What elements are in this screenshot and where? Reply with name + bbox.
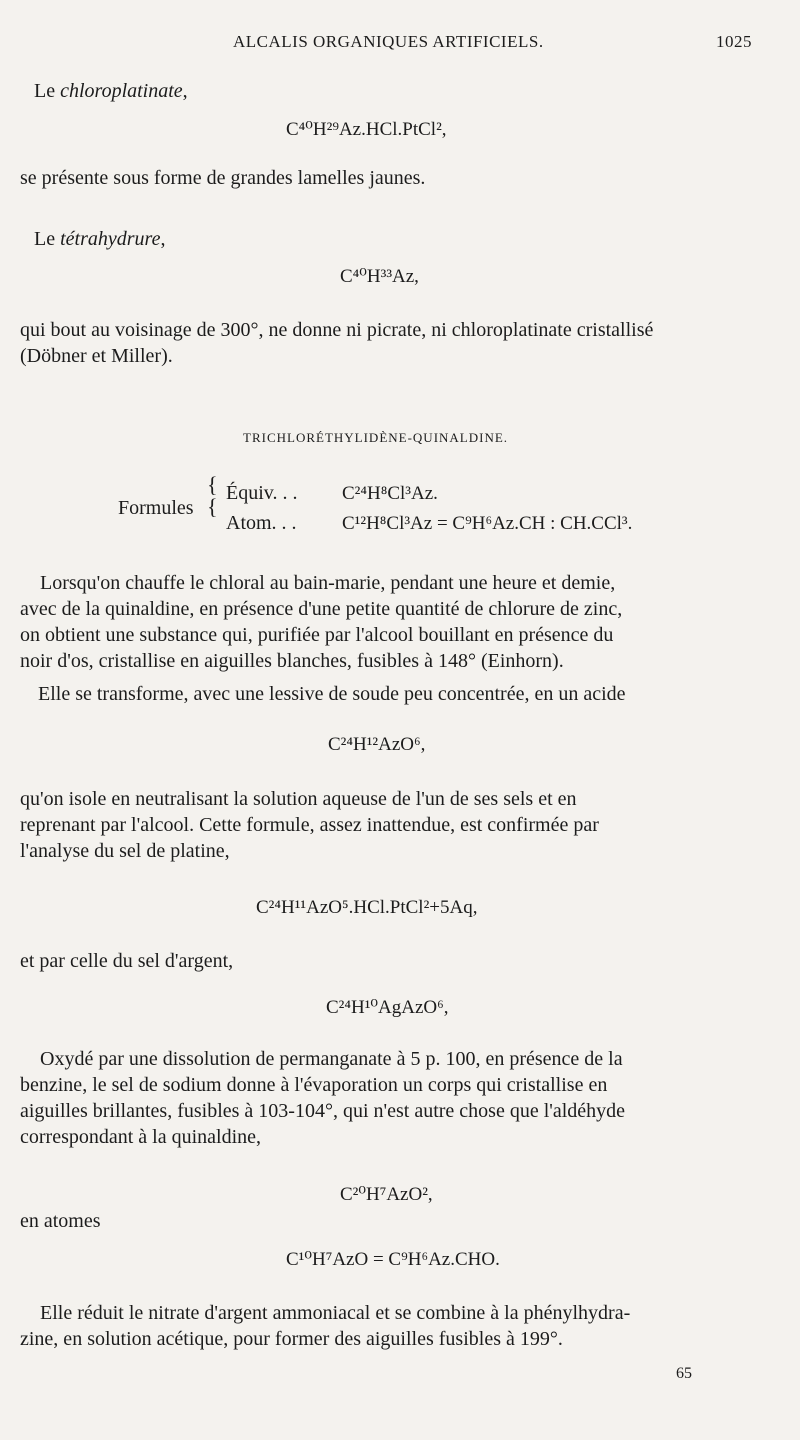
chloroplatinate-term: chloroplatinate [60, 80, 183, 102]
tetrahydrure-formula: C⁴⁰H³³Az, [340, 266, 419, 287]
atoms-line: en atomes [20, 1210, 101, 1232]
aldehyde-formula: C²⁰H⁷AzO², [340, 1184, 433, 1205]
silver-salt-line: et par celle du sel d'argent, [20, 950, 234, 972]
chloroplatinate-formula: C⁴⁰H²⁹Az.HCl.PtCl², [286, 119, 447, 140]
atom-label: Atom. . . [226, 512, 297, 534]
signature-mark: 65 [676, 1365, 692, 1382]
equiv-formula: C²⁴H⁸Cl³Az. [342, 483, 438, 504]
tetrahydrure-heading: Le tétrahydrure, [34, 228, 166, 250]
paragraph-transform: qu'on isole en neutralisant la solution aqueuse de l'un de ses sels et en reprenant par l'alcool. Cette formule, assez inattendue, est confirmée par l'analyse du sel de platine, [20, 788, 599, 862]
silver-salt-formula: C²⁴H¹⁰AgAzO⁶, [326, 997, 449, 1018]
section-title: TRICHLORÉTHYLIDÈNE-QUINALDINE. [243, 430, 509, 445]
formules-brace-lower: { [207, 494, 218, 519]
paragraph-reduction: Elle réduit le nitrate d'argent ammoniacal et se combine à la phénylhydra- zine, en solution acétique, pour former des aiguilles fusibles à 199°. [20, 1302, 631, 1350]
tetrahydrure-paragraph: qui bout au voisinage de 300°, ne donne ni picrate, ni chloroplatinate cristallisé (Döbner et Miller). [20, 319, 654, 367]
platinum-salt-formula: C²⁴H¹¹AzO⁵.HCl.PtCl²+5Aq, [256, 897, 478, 918]
chloroplatinate-description: se présente sous forme de grandes lamelles jaunes. [20, 167, 426, 189]
equiv-label: Équiv. . . [226, 482, 298, 504]
aldehyde-atomic-formula: C¹⁰H⁷AzO = C⁹H⁶Az.CHO. [286, 1249, 500, 1270]
formules-label: Formules [118, 497, 194, 519]
running-title: ALCALIS ORGANIQUES ARTIFICIELS. [233, 32, 544, 51]
formules-brace: { [207, 472, 218, 497]
chloroplatinate-heading: Le chloroplatinate, [34, 80, 188, 102]
acid-formula: C²⁴H¹²AzO⁶, [328, 734, 426, 755]
paragraph-oxidation: Oxydé par une dissolution de permanganate à 5 p. 100, en présence de la benzine, le sel de sodium donne à l'évaporation un corps qui cristallise en aiguilles brillantes, fusibles à 103-104°, qui n'est autre chose que l'aldéhyde correspondant à la quinaldine, [20, 1048, 626, 1148]
atom-formula: C¹²H⁸Cl³Az = C⁹H⁶Az.CH : CH.CCl³. [342, 513, 633, 534]
tetrahydrure-term: tétrahydrure [60, 228, 161, 250]
page-number: 1025 [716, 32, 752, 51]
paragraph-transform-line1: Elle se transforme, avec une lessive de soude peu concentrée, en un acide [38, 683, 626, 705]
paragraph-chloral: Lorsqu'on chauffe le chloral au bain-marie, pendant une heure et demie, avec de la quinaldine, en présence d'une petite quantité de chlorure de zinc, on obtient une substance qui, purifiée par l'alcool bouillant en présence du noir d'os, cristallise en aiguilles blanches, fusibles à 148° (Einhorn). [20, 572, 623, 672]
